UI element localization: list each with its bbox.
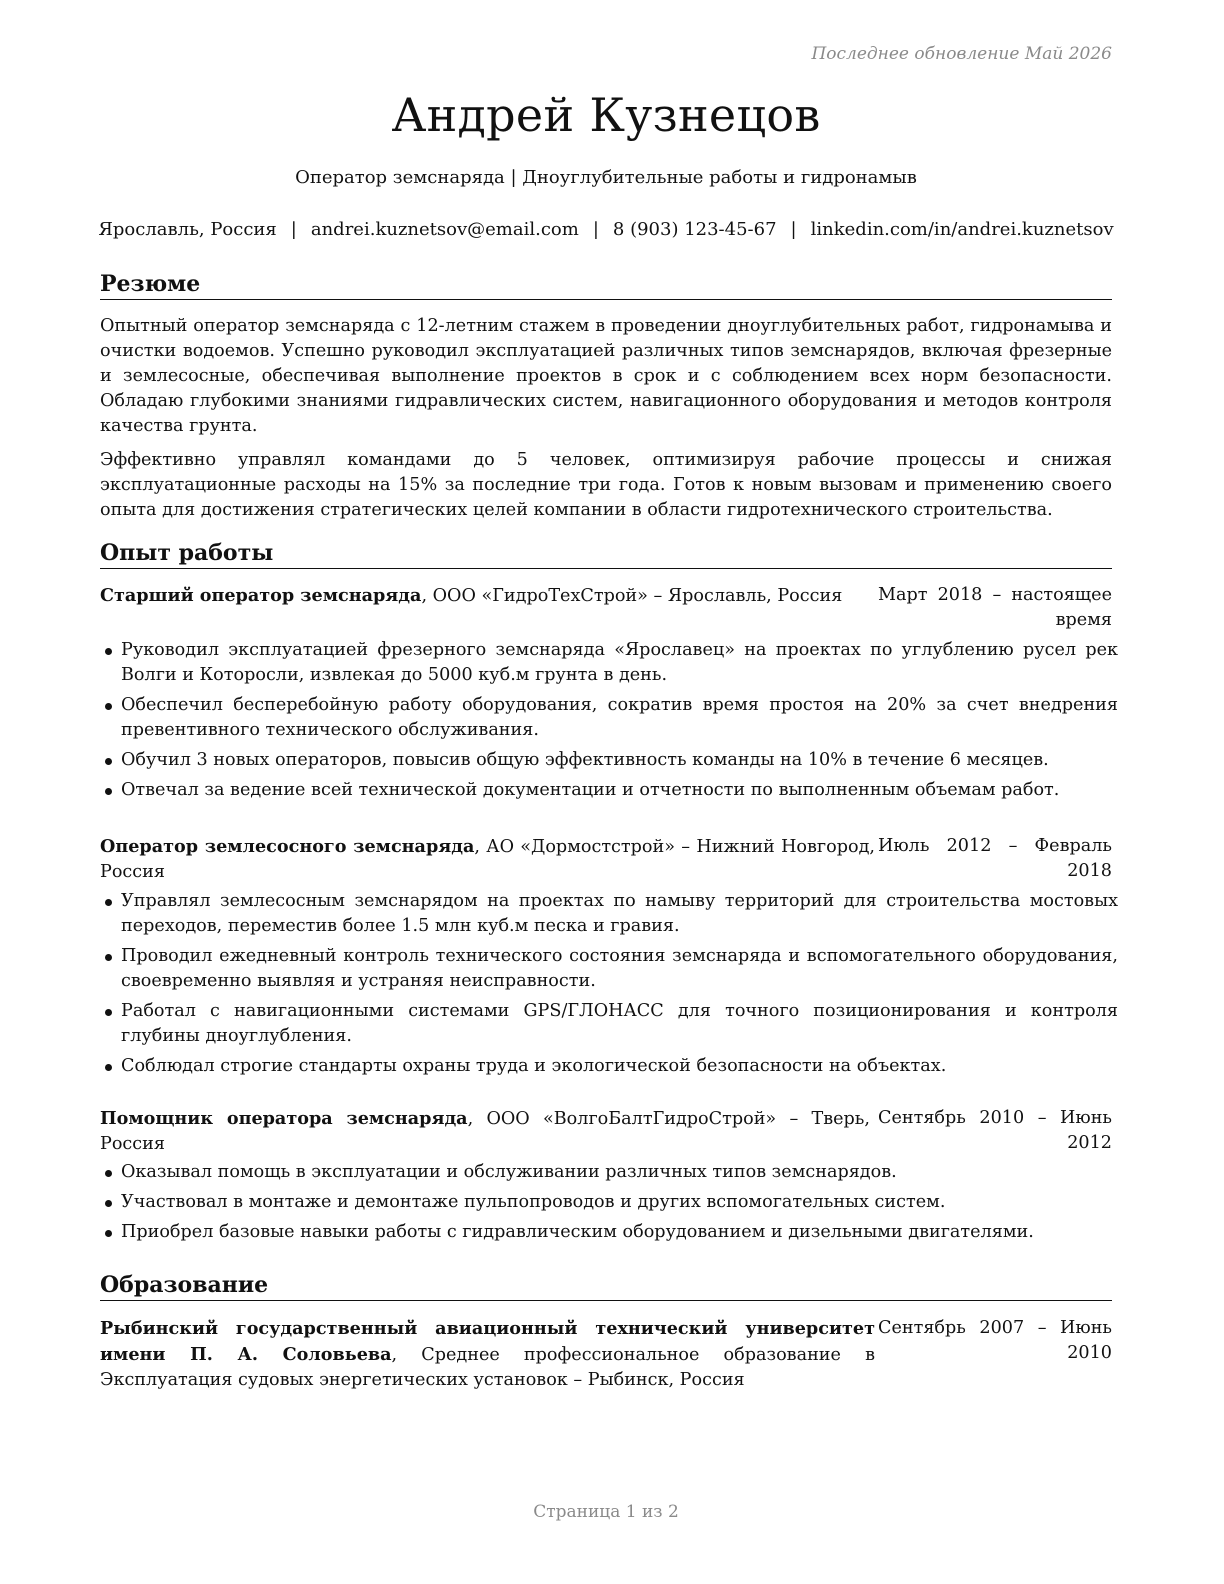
contact-linkedin[interactable]: linkedin.com/in/andrei.kuznetsov — [810, 219, 1114, 240]
section-title-education: Образование — [100, 1271, 1112, 1301]
list-item: Руководил эксплуатацией фрезерного земснаряда «Ярославец» на проектах по углублению русел рек Волги и Которосли, извлекая до 5000 куб.м грунта в день. — [100, 638, 1118, 688]
job-bullets — [100, 889, 1118, 1084]
job-title-line — [100, 1106, 870, 1157]
summary-paragraph: Эффективно управлял командами до 5 человек, оптимизируя рабочие процессы и снижая эксплуатационные расходы на 15% за последние три года. Готов к новым вызовам и применению своего опыта для достижения стратегических целей компании в области гидротехнического строительства. — [100, 450, 1112, 520]
job-bullets — [100, 1160, 1118, 1250]
job-role: Старший оператор земснаряда — [100, 585, 422, 606]
contact-email[interactable]: andrei.kuznetsov@email.com — [310, 219, 579, 240]
list-item: Обеспечил бесперебойную работу оборудования, сократив время простоя на 20% за счет внедрения превентивного технического обслуживания. — [100, 693, 1118, 743]
section-title-experience: Опыт работы — [100, 539, 1112, 569]
job-company: , АО «Дормостстрой» – Нижний Новгород, Россия — [100, 837, 875, 882]
candidate-name: Андрей Кузнецов — [391, 88, 821, 142]
job-bullets — [100, 638, 1118, 808]
candidate-subtitle: Оператор земснаряда | Дноуглубительные работы и гидронамыв — [295, 167, 917, 188]
list-item: Оказывал помощь в эксплуатации и обслуживании различных типов земснарядов. — [100, 1160, 1118, 1185]
list-item: Проводил ежедневный контроль технического состояния земснаряда и вспомогательного оборудования, своевременно выявляя и устраняя неисправности. — [100, 944, 1118, 994]
contact-separator: | — [290, 219, 297, 240]
job-company: , ООО «ГидроТехСтрой» – Ярославль, Россия — [421, 586, 843, 606]
list-item: Работал с навигационными системами GPS/ГЛОНАСС для точного позиционирования и контроля глубины дноуглубления. — [100, 999, 1118, 1049]
list-item: Управлял землесосным земснарядом на проектах по намыву территорий для строительства мостовых переходов, переместив более 1.5 млн куб.м песка и гравия. — [100, 889, 1118, 939]
contact-separator: | — [592, 219, 599, 240]
list-item: Обучил 3 новых операторов, повысив общую эффективность команды на 10% в течение 6 месяцев. — [100, 748, 1118, 773]
contact-location: Ярославль, Россия — [98, 219, 277, 240]
job-title-line — [100, 583, 860, 609]
education-dates: Сентябрь 2007 – Июнь 2010 — [878, 1318, 1112, 1363]
list-item: Отвечал за ведение всей технической документации и отчетности по выполненным объемам работ. — [100, 778, 1118, 803]
education-details: , Среднее профессиональное образование в Эксплуатация судовых энергетических установок – Рыбинск, Россия — [100, 1345, 875, 1390]
job-role: Оператор землесосного земснаряда — [100, 836, 475, 857]
summary-paragraph: Опытный оператор земснаряда с 12-летним стажем в проведении дноуглубительных работ, гидронамыва и очистки водоемов. Успешно руководил эксплуатацией различных типов земснарядов, включая фрезерные и землесосные, обеспечивая выполнение проектов в срок и с соблюдением всех норм безопасности. Обладаю глубокими знаниями гидравлических систем, навигационного оборудования и методов контроля качества грунта. — [100, 316, 1112, 436]
contact-phone[interactable]: 8 (903) 123-45-67 — [612, 219, 777, 240]
job-dates: Июль 2012 – Февраль 2018 — [878, 836, 1112, 881]
section-title-summary: Резюме — [100, 270, 1112, 300]
list-item: Соблюдал строгие стандарты охраны труда и экологической безопасности на объектах. — [100, 1054, 1118, 1079]
job-company: , ООО «ВолгоБалтГидроСтрой» – Тверь, Россия — [100, 1109, 870, 1154]
page-number: Страница 1 из 2 — [533, 1502, 679, 1522]
education-title-line — [100, 1316, 875, 1393]
contact-separator: | — [790, 219, 797, 240]
resume-page — [98, 0, 1118, 1584]
job-title-line — [100, 834, 875, 885]
list-item: Участвовал в монтаже и демонтаже пульпопроводов и других вспомогательных систем. — [100, 1190, 1118, 1215]
education-school: Рыбинский государственный авиационный технический университет имени П. А. Соловьева — [100, 1318, 875, 1365]
job-dates: Март 2018 – настоящее время — [878, 585, 1112, 630]
last-updated: Последнее обновление Май 2026 — [811, 44, 1112, 64]
list-item: Приобрел базовые навыки работы с гидравлическим оборудованием и дизельными двигателями. — [100, 1220, 1118, 1245]
contact-line — [90, 219, 1122, 240]
job-role: Помощник оператора земснаряда — [100, 1108, 468, 1129]
job-dates: Сентябрь 2010 – Июнь 2012 — [878, 1108, 1112, 1153]
